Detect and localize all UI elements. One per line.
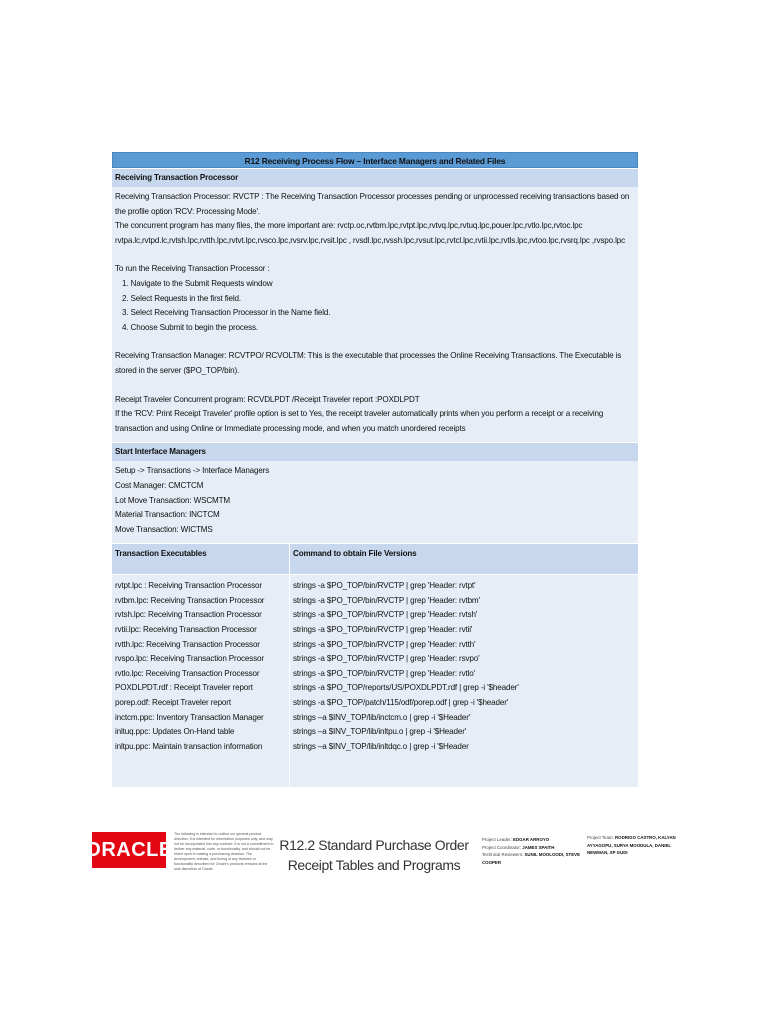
run-step: 3. Select Receiving Transaction Processor in the Name field.	[122, 308, 331, 318]
executable-cell: rvtpt.lpc : Receiving Transaction Processor	[115, 581, 262, 591]
executables-column	[112, 575, 289, 787]
command-cell: strings -a $PO_TOP/bin/RVCTP | grep 'Header: rvtth'	[293, 639, 476, 649]
run-step: 1. Navigate to the Submit Requests window	[122, 278, 273, 288]
project-credits-right	[587, 834, 687, 857]
disclaimer-text: The following is intended to outline our general product direction. It is intended for information purposes only, and may not be incorporated into any contract. It is not a commitment to deliver any material, code, or functionality, and should not be relied upon in making a purchasing decision. The development, release, and timing of any features or functionality described for Oracle's products remains at the sole discretion of Oracle.	[174, 832, 274, 871]
column-header-executables: Transaction Executables	[115, 549, 207, 559]
credit-value: JAMES SPAITH	[522, 844, 555, 850]
document-page	[112, 152, 638, 787]
credit-value: SUNIL MOOLOODI, STEVE COOPER	[482, 852, 581, 865]
credit-line	[482, 851, 582, 866]
credit-value: EDGAR ARROYO	[513, 837, 550, 842]
command-cell: strings -a $PO_TOP/reports/US/POXDLPDT.rdf | grep -i '$header'	[293, 683, 519, 693]
interface-manager-line: Move Transaction: WICTMS	[115, 524, 213, 534]
command-cell: strings -a $PO_TOP/bin/RVCTP | grep 'Header: rvtsh'	[293, 610, 478, 620]
command-cell: strings -a $PO_TOP/bin/RVCTP | grep 'Header: rvtlo'	[293, 668, 475, 678]
credit-label: Project Coordinator:	[482, 844, 522, 850]
section-body-rtp	[112, 187, 638, 442]
interface-manager-line: Lot Move Transaction: WSCMTM	[115, 495, 230, 505]
executable-cell: rvtth.lpc: Receiving Transaction Processor	[115, 639, 260, 649]
credit-line	[482, 836, 582, 844]
executable-cell: porep.odf: Receipt Traveler report	[115, 698, 231, 708]
rtp-paragraph: Receiving Transaction Processor: RVCTP : The Receiving Transaction Processor processes pending or unprocessed receiving transactions based on the profile option 'RCV: Processing Mode'.	[115, 192, 630, 216]
rtp-paragraph: rvtpa.lc,rvtpd.lc,rvtsh.lpc,rvtth.lpc,rvtvt.lpc,rvsco.lpc,rvsrv.lpc,rvsit.lpc , rvsdl.lpc,rvssh.lpc,rvsut.lpc,rvtcl.lpc,rvtii.lpc,rvtls.lpc,rvtoo.lpc,rvsrq.lpc ,rvspo.lpc	[115, 235, 625, 245]
run-intro: To run the Receiving Transaction Processor :	[115, 264, 270, 274]
section-heading-interface-managers: Start Interface Managers	[112, 442, 638, 461]
credit-value: RODRIGO CASTRO, KALYAN AYYAGOPU, SURYA MOODULA, DANIEL NEWMAN, SP GUDI	[587, 835, 676, 855]
rtp-paragraph: The concurrent program has many files, the more important are: rvctp.oc,rvtbm.lpc,rvtpt.lpc,rvtvq.lpc,rvtuq.lpc,pouer.lpc,rvtlo.lpc,rvtoc.lpc	[115, 221, 583, 231]
run-step: 2. Select Requests in the first field.	[122, 293, 241, 303]
executable-cell: inctcm.ppc: Inventory Transaction Manager	[115, 712, 264, 722]
footer-document-title: R12.2 Standard Purchase Order Receipt Tables and Programs	[279, 837, 469, 873]
executable-cell: POXDLPDT.rdf : Receipt Traveler report	[115, 683, 253, 693]
oracle-logo	[85, 832, 173, 868]
table-body	[112, 574, 638, 787]
section-body-interface-managers	[112, 461, 638, 543]
table-header	[112, 543, 638, 574]
command-cell: strings -a $PO_TOP/bin/RVCTP | grep 'Header: rvtpt'	[293, 581, 476, 591]
credit-line	[482, 844, 582, 852]
run-steps-list	[115, 277, 635, 335]
command-cell: strings –a $INV_TOP/lib/inltdqc.o | grep -i '$Header	[293, 741, 469, 751]
interface-manager-line: Setup -> Transactions -> Interface Managers	[115, 466, 270, 476]
executable-cell: inltuq.ppc: Updates On-Hand table	[115, 727, 235, 737]
credit-label: Technical Reviewers:	[482, 852, 524, 857]
project-credits-left	[482, 836, 582, 866]
commands-column	[289, 575, 638, 787]
traveler-paragraph: Receipt Traveler Concurrent program: RCVDLPDT /Receipt Traveler report :POXDLPDT	[115, 394, 420, 404]
interface-manager-line: Cost Manager: CMCTCM	[115, 480, 204, 490]
credit-label: Project Team:	[587, 835, 614, 840]
section-heading-rtp: Receiving Transaction Processor	[112, 168, 638, 187]
executable-cell: rvtsh.lpc: Receiving Transaction Processor	[115, 610, 262, 620]
column-header-commands: Command to obtain File Versions	[289, 544, 638, 574]
executable-cell: rvtii.lpc: Receiving Transaction Processor	[115, 625, 257, 635]
credit-line	[587, 834, 687, 857]
command-cell: strings -a $PO_TOP/bin/RVCTP | grep 'Header: rsvpo'	[293, 654, 480, 664]
command-cell: strings –a $INV_TOP/lib/inctcm.o | grep -i '$Header'	[293, 712, 471, 722]
command-cell: strings -a $PO_TOP/bin/RVCTP | grep 'Header: rvtbm'	[293, 595, 480, 605]
executable-cell: inltpu.ppc: Maintain transaction information	[115, 741, 263, 751]
document-title: R12 Receiving Process Flow – Interface Managers and Related Files	[112, 152, 638, 168]
credit-label: Project Leader:	[482, 837, 512, 842]
traveler-paragraph: If the 'RCV: Print Receipt Traveler' profile option is set to Yes, the receipt traveler automatically prints when you perform a receipt or a receiving transaction and using Online or Immediate processing mode, and when you match unordered receipts	[115, 409, 604, 433]
command-cell: strings -a $PO_TOP/patch/115/odf/porep.odf | grep -i '$header'	[293, 698, 509, 708]
executable-cell: rvtlo.lpc: Receiving Transaction Processor	[115, 668, 260, 678]
page-footer	[85, 826, 676, 886]
command-cell: strings -a $PO_TOP/bin/RVCTP | grep 'Header: rvtii'	[293, 625, 473, 635]
interface-manager-line: Material Transaction: INCTCM	[115, 510, 220, 520]
manager-paragraph: Receiving Transaction Manager: RCVTPO/ RCVOLTM: This is the executable that processes the Online Receiving Transactions. The Executable is stored in the server ($PO_TOP/bin).	[115, 351, 622, 375]
executable-cell: rvspo.lpc: Receiving Transaction Processor	[115, 654, 264, 664]
run-step: 4. Choose Submit to begin the process.	[122, 322, 259, 332]
command-cell: strings –a $INV_TOP/lib/inltpu.o | grep -i '$Header'	[293, 727, 467, 737]
logo-text: ORACLE	[85, 838, 173, 861]
executable-cell: rvtbm.lpc: Receiving Transaction Processor	[115, 595, 265, 605]
